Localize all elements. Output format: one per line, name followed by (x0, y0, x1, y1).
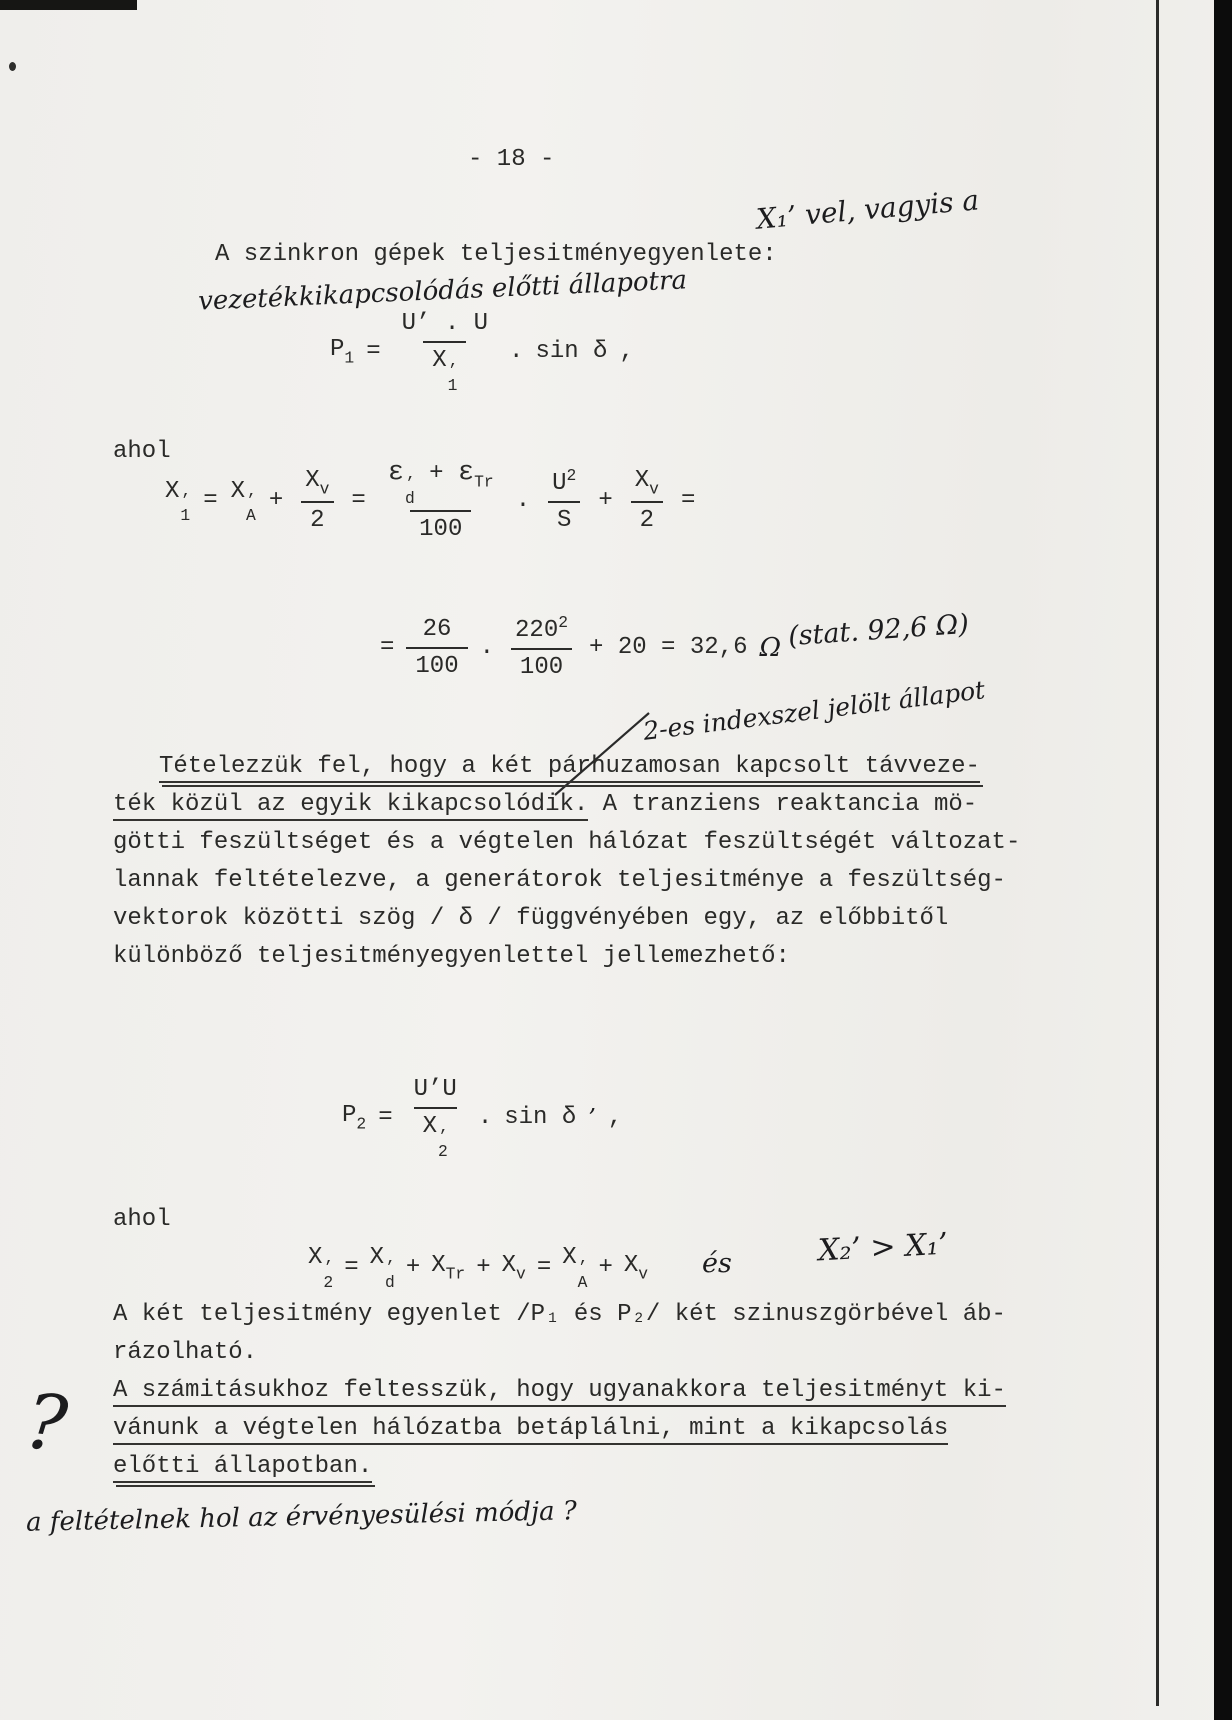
sin-delta: sin δ (535, 338, 608, 366)
equals-sign: = (536, 1253, 552, 1281)
para2-line1: A két teljesitmény egyenlet /P₁ és P₂/ két szinuszgörbével áb- (113, 1301, 1006, 1328)
sin-delta: sin δ (504, 1104, 577, 1132)
plus-sign: + (476, 1253, 491, 1281)
equals-sign: = (380, 634, 395, 662)
multiply-dot: . (509, 338, 524, 366)
multiply-dot: . (479, 634, 495, 662)
handwritten-bottom-question: a feltételnek hol az érvényesülési módja ? (25, 1496, 578, 1538)
x2-term-xd: X ’ d (369, 1244, 395, 1292)
equals-sign: = (344, 1253, 359, 1281)
binding-rule (1156, 0, 1159, 1706)
scan-edge (1214, 0, 1232, 1720)
handwritten-stat-note: (stat. 92,6 Ω) (787, 608, 970, 653)
x1-lhs: X ’ 1 (165, 477, 191, 526)
para1-line3: götti feszültséget és a végtelen hálózat feszültségét változat- (113, 829, 1021, 856)
equation-x2 (308, 1244, 648, 1290)
equation-p1 (330, 310, 634, 393)
handwritten-index-note: 2-es indexszel jelölt állapot (641, 675, 987, 746)
x1-fraction-xv2-b: $\frac{X_v}{2}$ (626, 467, 668, 535)
x1-term-xa: X ’ A (230, 477, 256, 526)
p1-fraction: U’ . U X ’ 1 (401, 310, 489, 395)
paragraph-2 (113, 1296, 1006, 1372)
handwritten-note-state: vezetékkikapcsolódás előtti állapotra (197, 265, 688, 317)
handwritten-es: és (702, 1248, 732, 1279)
para1-line5: vektorok közötti szög / δ / függvényében egy, az előbbitől (113, 905, 949, 932)
x2-lhs: X ’ 2 (308, 1244, 334, 1292)
x1-fraction-epsilon: ε ’ d + $\varepsilon_{Tr}$ 100 (387, 458, 494, 544)
num-fraction-26: $\frac{26}{100}$ (406, 616, 467, 680)
para3-line3: előtti állapotban. (113, 1448, 1006, 1486)
p2-fraction: U’U X ’ 2 (413, 1076, 457, 1161)
para1-line1: Tételezzük fel, hogy a két párhuzamosan kapcsolt távveze- (113, 748, 1020, 786)
x2-term-xa: X ’ A (562, 1244, 588, 1292)
handwritten-prime: ’ (588, 1103, 596, 1132)
para3-line2: vánunk a végtelen hálózatba betáplálni, mint a kikapcsolás (113, 1410, 1006, 1448)
label-ahol-2: ahol (113, 1206, 171, 1233)
paragraph-1 (113, 748, 1020, 976)
x1-fraction-u2s: $\frac{U^2}{S}$ (543, 468, 585, 534)
comma: , (619, 338, 634, 366)
handwritten-note-top-right: X₁’ vel, vagyis a (754, 183, 981, 236)
page-number: - 18 - (468, 146, 555, 173)
x2-term-xv-a: $X_v$ (501, 1251, 526, 1284)
equals-sign: = (366, 338, 381, 366)
x2-term-xtr: $X_{Tr}$ (431, 1251, 466, 1284)
num-fraction-220: $\frac{220^2}{100}$ (506, 615, 577, 681)
plus-sign: + (598, 1253, 613, 1281)
black-corner-mark (0, 0, 137, 10)
equation-numeric (380, 615, 781, 681)
plus-sign: + (405, 1253, 421, 1281)
para1-line4: lannak feltételezve, a generátorok teljesitménye a feszültség- (113, 867, 1006, 894)
equals-sign: = (378, 1104, 393, 1132)
ink-speck (9, 62, 16, 71)
numeric-result: + 20 = 32,6 (589, 634, 748, 662)
handwritten-question-mark: ? (21, 1376, 72, 1469)
x1-fraction-xv2-a: $\frac{X_v}{2}$ (296, 467, 338, 535)
equation-p2 (342, 1076, 622, 1159)
omega-symbol: Ω (759, 632, 782, 663)
para1-line2: ték közül az egyik kikapcsolódik. A tranziens reaktancia mö- (113, 786, 1020, 824)
equals-sign: = (203, 487, 218, 515)
multiply-dot: . (477, 1104, 493, 1132)
equation-x1 (165, 458, 695, 543)
handwritten-inequality: X₂’ > X₁’ (817, 1226, 949, 1269)
x2-term-xv-b: $X_v$ (623, 1251, 649, 1284)
equals-sign: = (680, 487, 696, 515)
plus-sign: + (268, 487, 284, 515)
equals-sign: = (351, 487, 366, 515)
plus-sign: + (598, 487, 613, 515)
paragraph-3 (113, 1372, 1006, 1486)
comma: , (607, 1104, 623, 1132)
multiply-dot: . (515, 487, 531, 515)
label-ahol-1: ahol (113, 438, 171, 465)
p1-lhs: $P_1$ (330, 336, 355, 368)
para3-line1: A számitásukhoz feltesszük, hogy ugyanakkora teljesitményt ki- (113, 1372, 1006, 1410)
p2-lhs: $P_2$ (342, 1102, 367, 1134)
para2-line2: rázolható. (113, 1339, 258, 1366)
para1-line6: különböző teljesitményegyenlettel jellemezhető: (113, 943, 790, 970)
intro-line: A szinkron gépek teljesitményegyenlete: (215, 241, 777, 268)
